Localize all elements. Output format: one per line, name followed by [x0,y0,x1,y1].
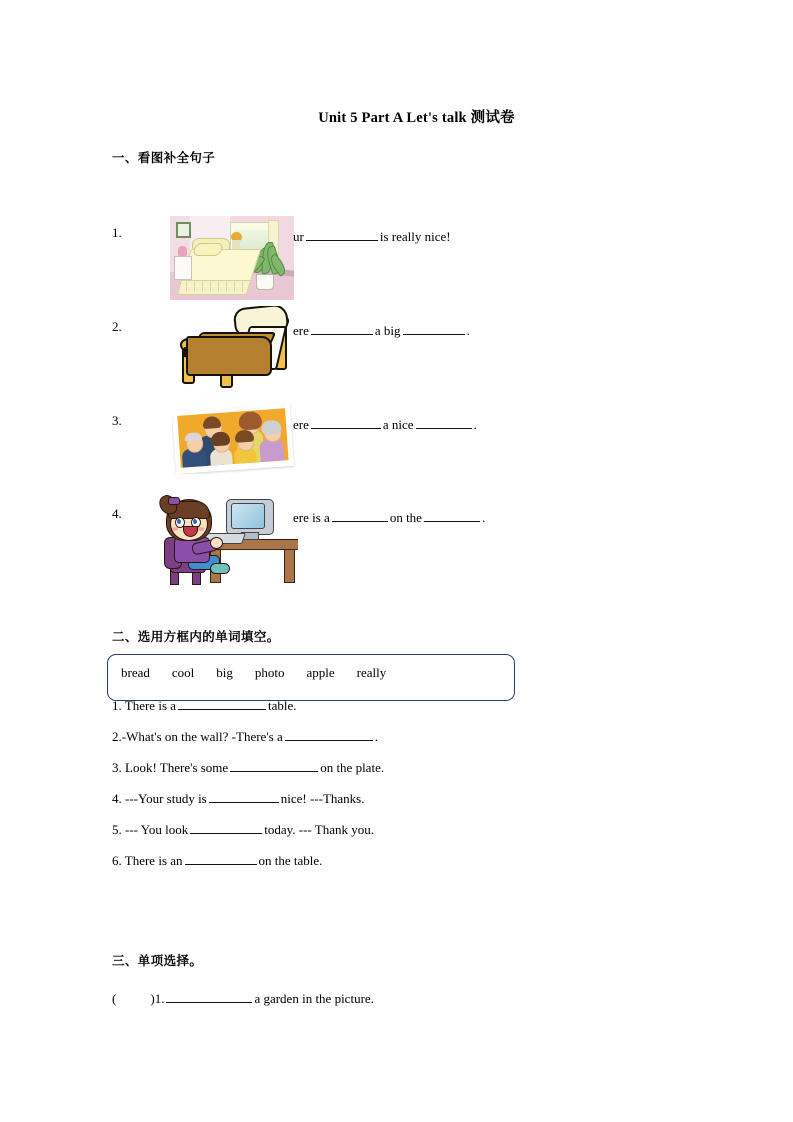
section-heading-1: 一、看图补全句子 [112,150,216,165]
answer-blank[interactable] [166,990,252,1003]
question-number: 1. [112,225,122,240]
fill-blank-question-6 [112,852,322,867]
question-text-after: a garden in the picture. [254,990,374,1006]
question-number: 3. [112,413,122,428]
question-text-after: today. --- Thank you. [264,821,374,837]
sentence-end: . [481,509,486,525]
question-sentence [293,322,470,337]
answer-blank[interactable] [311,416,381,429]
question-number: 1. [112,697,122,713]
word-bank-item[interactable]: photo [254,665,285,680]
fill-blank-question-5 [112,821,374,836]
question-number: 5. [112,821,122,837]
question-text-before: What's on the wall? -There's a [126,728,283,744]
answer-paren-open: ( [112,990,117,1006]
fill-blank-question-1 [112,697,297,712]
bedroom-picture [170,216,294,300]
fill-blank-question-2 [112,728,378,743]
fill-blank-question-4 [112,790,365,805]
sentence-after-blank: is really nice! [379,228,451,244]
picture-question-3 [112,406,772,502]
question-text-after: nice! ---Thanks. [280,790,365,806]
question-number: 4. [112,506,122,521]
answer-blank[interactable] [209,790,279,803]
answer-blank[interactable] [185,852,257,865]
section-heading-3: 三、单项选择。 [112,953,203,968]
girl-at-computer-picture [158,493,298,585]
answer-blank[interactable] [190,821,262,834]
question-sentence [293,509,485,524]
sentence-mid: a big [374,322,401,338]
word-bank-item[interactable]: cool [171,665,195,680]
sentence-before-blank: ere [293,322,309,338]
bed-picture [172,306,298,388]
question-number: 3. [112,759,122,775]
answer-blank[interactable] [311,322,373,335]
question-number: 2.- [112,728,127,744]
sentence-before-blank: ur [293,228,304,244]
question-sentence [293,228,451,243]
picture-question-1 [112,218,772,314]
question-text-before: There is an [124,852,183,868]
sentence-mid: on the [389,509,422,525]
answer-paren-close: ) [150,990,155,1006]
word-bank-list [121,666,386,679]
answer-blank[interactable] [285,728,373,741]
picture-question-4 [112,499,772,595]
page-title: Unit 5 Part A Let's talk 测试卷 [318,110,515,126]
question-number: 2. [112,319,122,334]
word-bank-item[interactable]: really [356,665,387,680]
answer-blank[interactable] [424,509,480,522]
question-text-before: ---Your study is [125,790,207,806]
sentence-mid: a nice [382,416,414,432]
sentence-end: . [473,416,477,432]
question-number: 6. [112,852,122,868]
answer-blank[interactable] [178,697,266,710]
word-bank-item[interactable]: apple [306,665,335,680]
word-bank-item[interactable]: bread [121,665,150,680]
question-number: 4. [112,790,122,806]
word-bank-item[interactable]: big [216,665,233,680]
answer-blank[interactable] [416,416,472,429]
wall-picture-icon [176,222,191,238]
sentence-before-blank: ere [293,416,309,432]
question-sentence [293,416,477,431]
question-text-after: on the table. [258,852,323,868]
answer-blank[interactable] [230,759,318,772]
question-text-before: There is a [124,697,177,713]
sentence-before-blank: ere is a [293,509,330,525]
picture-question-2 [112,312,772,408]
answer-blank[interactable] [306,228,378,241]
question-text-after: table. [268,697,297,713]
question-text-before: --- You look [125,821,189,837]
question-text-after: . [374,728,378,744]
sentence-end: . [466,322,470,338]
answer-blank[interactable] [403,322,465,335]
fill-blank-question-3 [112,759,384,774]
question-number: 1. [154,990,165,1006]
section-heading-2: 二、选用方框内的单词填空。 [112,629,280,644]
answer-blank[interactable] [332,509,388,522]
question-text-before: Look! There's some [125,759,229,775]
question-text-after: on the plate. [320,759,385,775]
family-photo-picture [172,406,296,474]
multiple-choice-question-1 [112,990,374,1005]
